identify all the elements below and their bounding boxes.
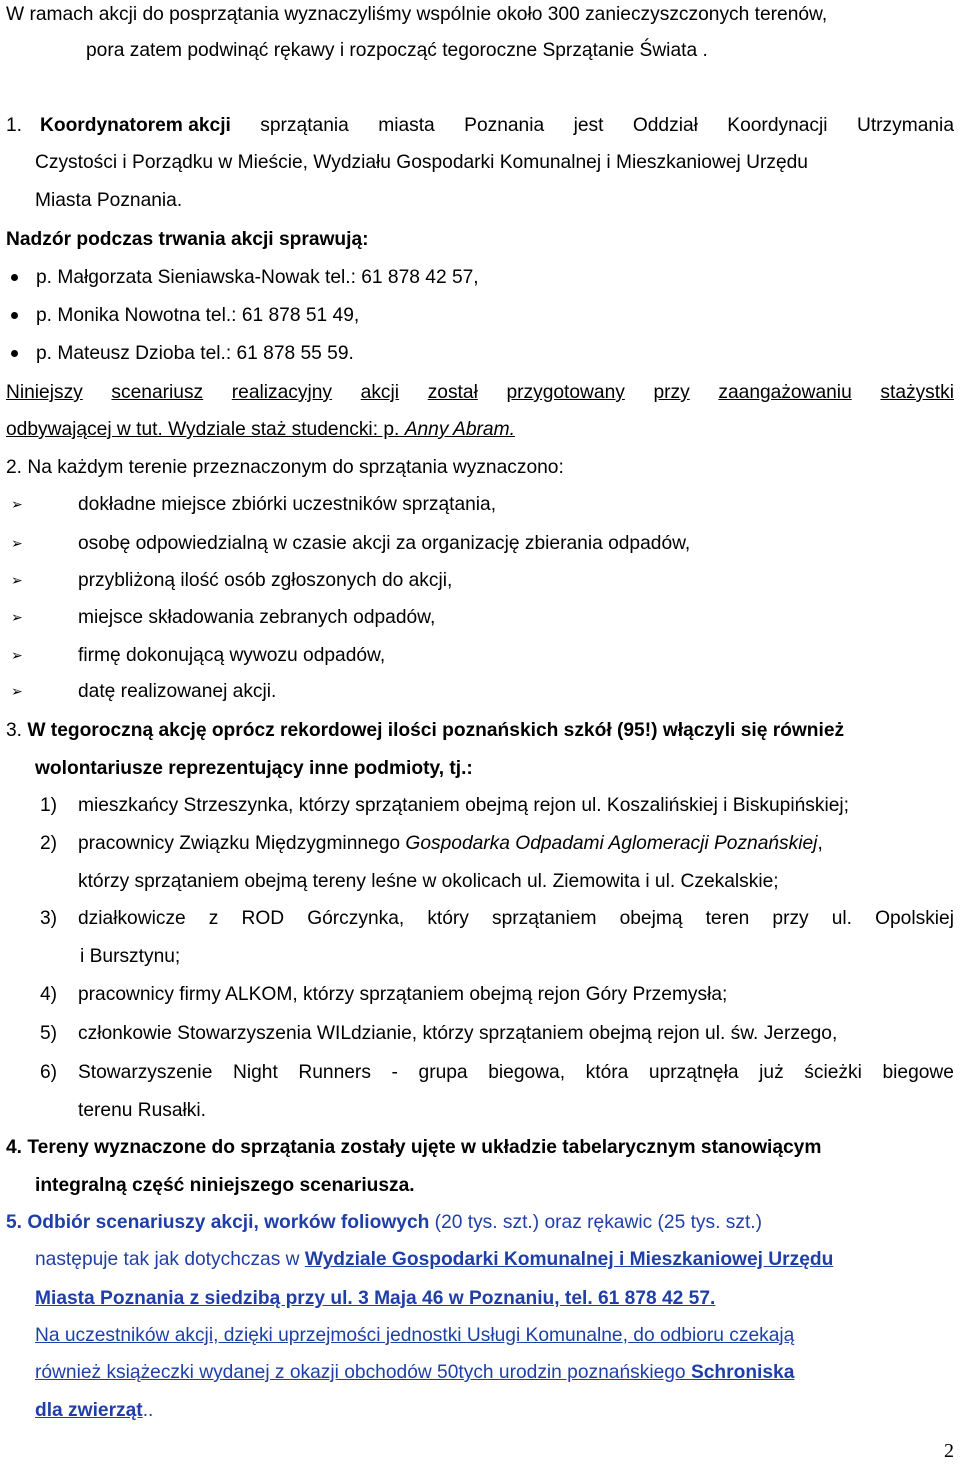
bullet-icon	[11, 350, 18, 357]
volunteer-item: 5) członkowie Stowarzyszenia WILdzianie, którzy sprzątaniem obejmą rejon ul. św. Jerzego,	[40, 1023, 838, 1044]
section-number: 3.	[6, 720, 23, 741]
word: scenariusz	[111, 382, 204, 403]
word: zaangażowaniu	[718, 382, 852, 403]
section-4-line-1: 4. Tereny wyznaczone do sprzątania zostały ujęte w układzie tabelarycznym stanowiącym	[6, 1137, 822, 1158]
section-1-line-2: Czystości i Porządku w Mieście, Wydziału Gospodarki Komunalnej i Mieszkaniowej Urzędu	[35, 152, 808, 173]
volunteer-justified-line	[78, 1058, 954, 1088]
section-number: 1.	[6, 115, 23, 136]
scenario-justified-line	[6, 378, 954, 408]
word: akcji	[360, 382, 400, 403]
word: jest	[573, 115, 604, 136]
word: Night	[232, 1062, 278, 1083]
word: która	[585, 1062, 629, 1083]
word: miasta	[378, 115, 435, 136]
word: już	[759, 1062, 784, 1083]
word: Oddział	[632, 115, 698, 136]
bullet-icon	[11, 274, 18, 281]
word: uprzątnęła	[648, 1062, 739, 1083]
arrow-bullet-icon: ➢	[11, 684, 23, 700]
shelter-name: dla zwierząt	[35, 1400, 143, 1421]
section-5-line-6: dla zwierząt..	[35, 1400, 154, 1421]
word: sprzątaniem	[491, 908, 597, 929]
section-5-line-5: również książeczki wydanej z okazji obchodów 50tych urodzin poznańskiego Schroniska	[35, 1362, 795, 1383]
word: przy	[772, 908, 809, 929]
checklist-item: ➢ firmę dokonującą wywozu odpadów,	[11, 645, 386, 666]
word: realizacyjny	[231, 382, 333, 403]
word: Stowarzyszenie	[78, 1062, 213, 1083]
section-4-line-2: integralną część niniejszego scenariusza.	[35, 1175, 415, 1196]
word: biegowe	[882, 1062, 954, 1083]
word: przygotowany	[506, 382, 625, 403]
section-3-heading-line-2: wolontariusze reprezentujący inne podmioty, tj.:	[35, 758, 473, 779]
volunteer-item: 6) Stowarzyszenie Night Runners - grupa biegowa, która uprzątnęła już ścieżki biegowe	[0, 1058, 960, 1088]
checklist-item: ➢ datę realizowanej akcji.	[11, 681, 277, 702]
arrow-bullet-icon: ➢	[11, 536, 23, 552]
section-number: 4.	[6, 1137, 23, 1158]
section-3-heading-line-1: 3. W tegoroczną akcję oprócz rekordowej ilości poznańskich szkół (95!) włączyli się również	[6, 720, 845, 741]
checklist-item: ➢ dokładne miejsce zbiórki uczestników sprzątania,	[11, 494, 497, 515]
volunteer-item: 3) działkowicze z ROD Górczynka, który sprzątaniem obejmą teren przy ul. Opolskiej	[0, 904, 960, 934]
word: -	[391, 1062, 398, 1083]
supervision-heading: Nadzór podczas trwania akcji sprawują:	[6, 229, 369, 250]
section-1-line-1	[0, 111, 960, 141]
word: działkowicze	[78, 908, 186, 929]
department-address: Miasta Poznania z siedzibą przy ul. 3 Maja 46 w Poznaniu, tel. 61 878 42 57.	[35, 1288, 716, 1309]
word: został	[427, 382, 478, 403]
volunteer-item: 2) pracownicy Związku Międzygminnego Gospodarka Odpadami Aglomeracji Poznańskiej,	[40, 833, 823, 854]
section-number: 2.	[6, 457, 23, 478]
intro-line-2: pora zatem podwinąć rękawy i rozpocząć tegoroczne Sprzątanie Świata .	[86, 40, 708, 61]
arrow-bullet-icon: ➢	[11, 610, 23, 626]
volunteer-item-continued: terenu Rusałki.	[78, 1100, 206, 1121]
page-number: 2	[944, 1440, 954, 1462]
supervisor-item: p. Monika Nowotna tel.: 61 878 51 49,	[0, 301, 960, 331]
word: stażystki	[880, 382, 954, 403]
word: ROD	[241, 908, 285, 929]
checklist-item: ➢ miejsce składowania zebranych odpadów,	[11, 607, 436, 628]
word: obejmą	[619, 908, 683, 929]
word: który	[427, 908, 469, 929]
arrow-bullet-icon: ➢	[11, 648, 23, 664]
word: Niniejszy	[6, 382, 83, 403]
word: Poznania	[464, 115, 545, 136]
section-5-line-2: następuje tak jak dotychczas w Wydziale Gospodarki Komunalnej i Mieszkaniowej Urzędu	[35, 1249, 834, 1270]
section-1-justified-line	[40, 111, 954, 141]
word: z	[208, 908, 219, 929]
word: Utrzymania	[856, 115, 954, 136]
scenario-line-1	[0, 378, 960, 408]
section-5-line-1: 5. Odbiór scenariuszy akcji, worków foliowych (20 tys. szt.) oraz rękawic (25 tys. szt.)	[6, 1212, 762, 1233]
section-1-line-3: Miasta Poznania.	[35, 190, 183, 211]
intro-line-1: W ramach akcji do posprzątania wyznaczyliśmy wspólnie około 300 zanieczyszczonych terenów,	[6, 4, 828, 25]
volunteer-item: 1) mieszkańcy Strzeszynka, którzy sprzątaniem obejmą rejon ul. Koszalińskiej i Biskupińskiej;	[40, 795, 849, 816]
intern-name: Anny Abram.	[404, 419, 515, 440]
arrow-bullet-icon: ➢	[11, 573, 23, 589]
scenario-line-2: odbywającej w tut. Wydziale staż studencki: p. Anny Abram.	[6, 419, 515, 440]
supervisor-item: p. Małgorzata Sieniawska-Nowak tel.: 61 878 42 57,	[0, 263, 960, 293]
word: ul.	[831, 908, 852, 929]
volunteer-item-continued: którzy sprzątaniem obejmą tereny leśne w okolicach ul. Ziemowita i ul. Czekalskie;	[78, 871, 779, 892]
word: sprzątania	[260, 115, 349, 136]
section-2-intro: 2. Na każdym terenie przeznaczonym do sprzątania wyznaczono:	[6, 457, 564, 478]
word: Górczynka,	[307, 908, 405, 929]
section-number: 5.	[6, 1212, 23, 1233]
bold-lead: Koordynatorem akcji	[40, 115, 231, 136]
checklist-item: ➢ przybliżoną ilość osób zgłoszonych do akcji,	[11, 570, 453, 591]
word: Runners	[298, 1062, 371, 1083]
department-link: Wydziale Gospodarki Komunalnej i Mieszkaniowej Urzędu	[304, 1249, 834, 1270]
word: grupa	[418, 1062, 468, 1083]
word: Opolskiej	[875, 908, 954, 929]
checklist-item: ➢ osobę odpowiedzialną w czasie akcji za organizację zbierania odpadów,	[11, 533, 691, 554]
word: ścieżki	[804, 1062, 862, 1083]
word: biegowa,	[488, 1062, 566, 1083]
section-5-line-4: Na uczestników akcji, dzięki uprzejmości jednostki Usługi Komunalne, do odbioru czekają	[35, 1325, 795, 1346]
volunteer-justified-line	[78, 904, 954, 934]
arrow-bullet-icon: ➢	[11, 497, 23, 513]
section-5-line-3	[0, 1284, 960, 1314]
word: przy	[653, 382, 690, 403]
volunteer-item: 4) pracownicy firmy ALKOM, którzy sprzątaniem obejmą rejon Góry Przemysła;	[40, 984, 728, 1005]
supervisor-item: p. Mateusz Dzioba tel.: 61 878 55 59.	[0, 339, 960, 369]
bullet-icon	[11, 312, 18, 319]
volunteer-item-continued: i Bursztynu;	[80, 946, 181, 967]
word: Koordynacji	[727, 115, 828, 136]
word: teren	[705, 908, 750, 929]
